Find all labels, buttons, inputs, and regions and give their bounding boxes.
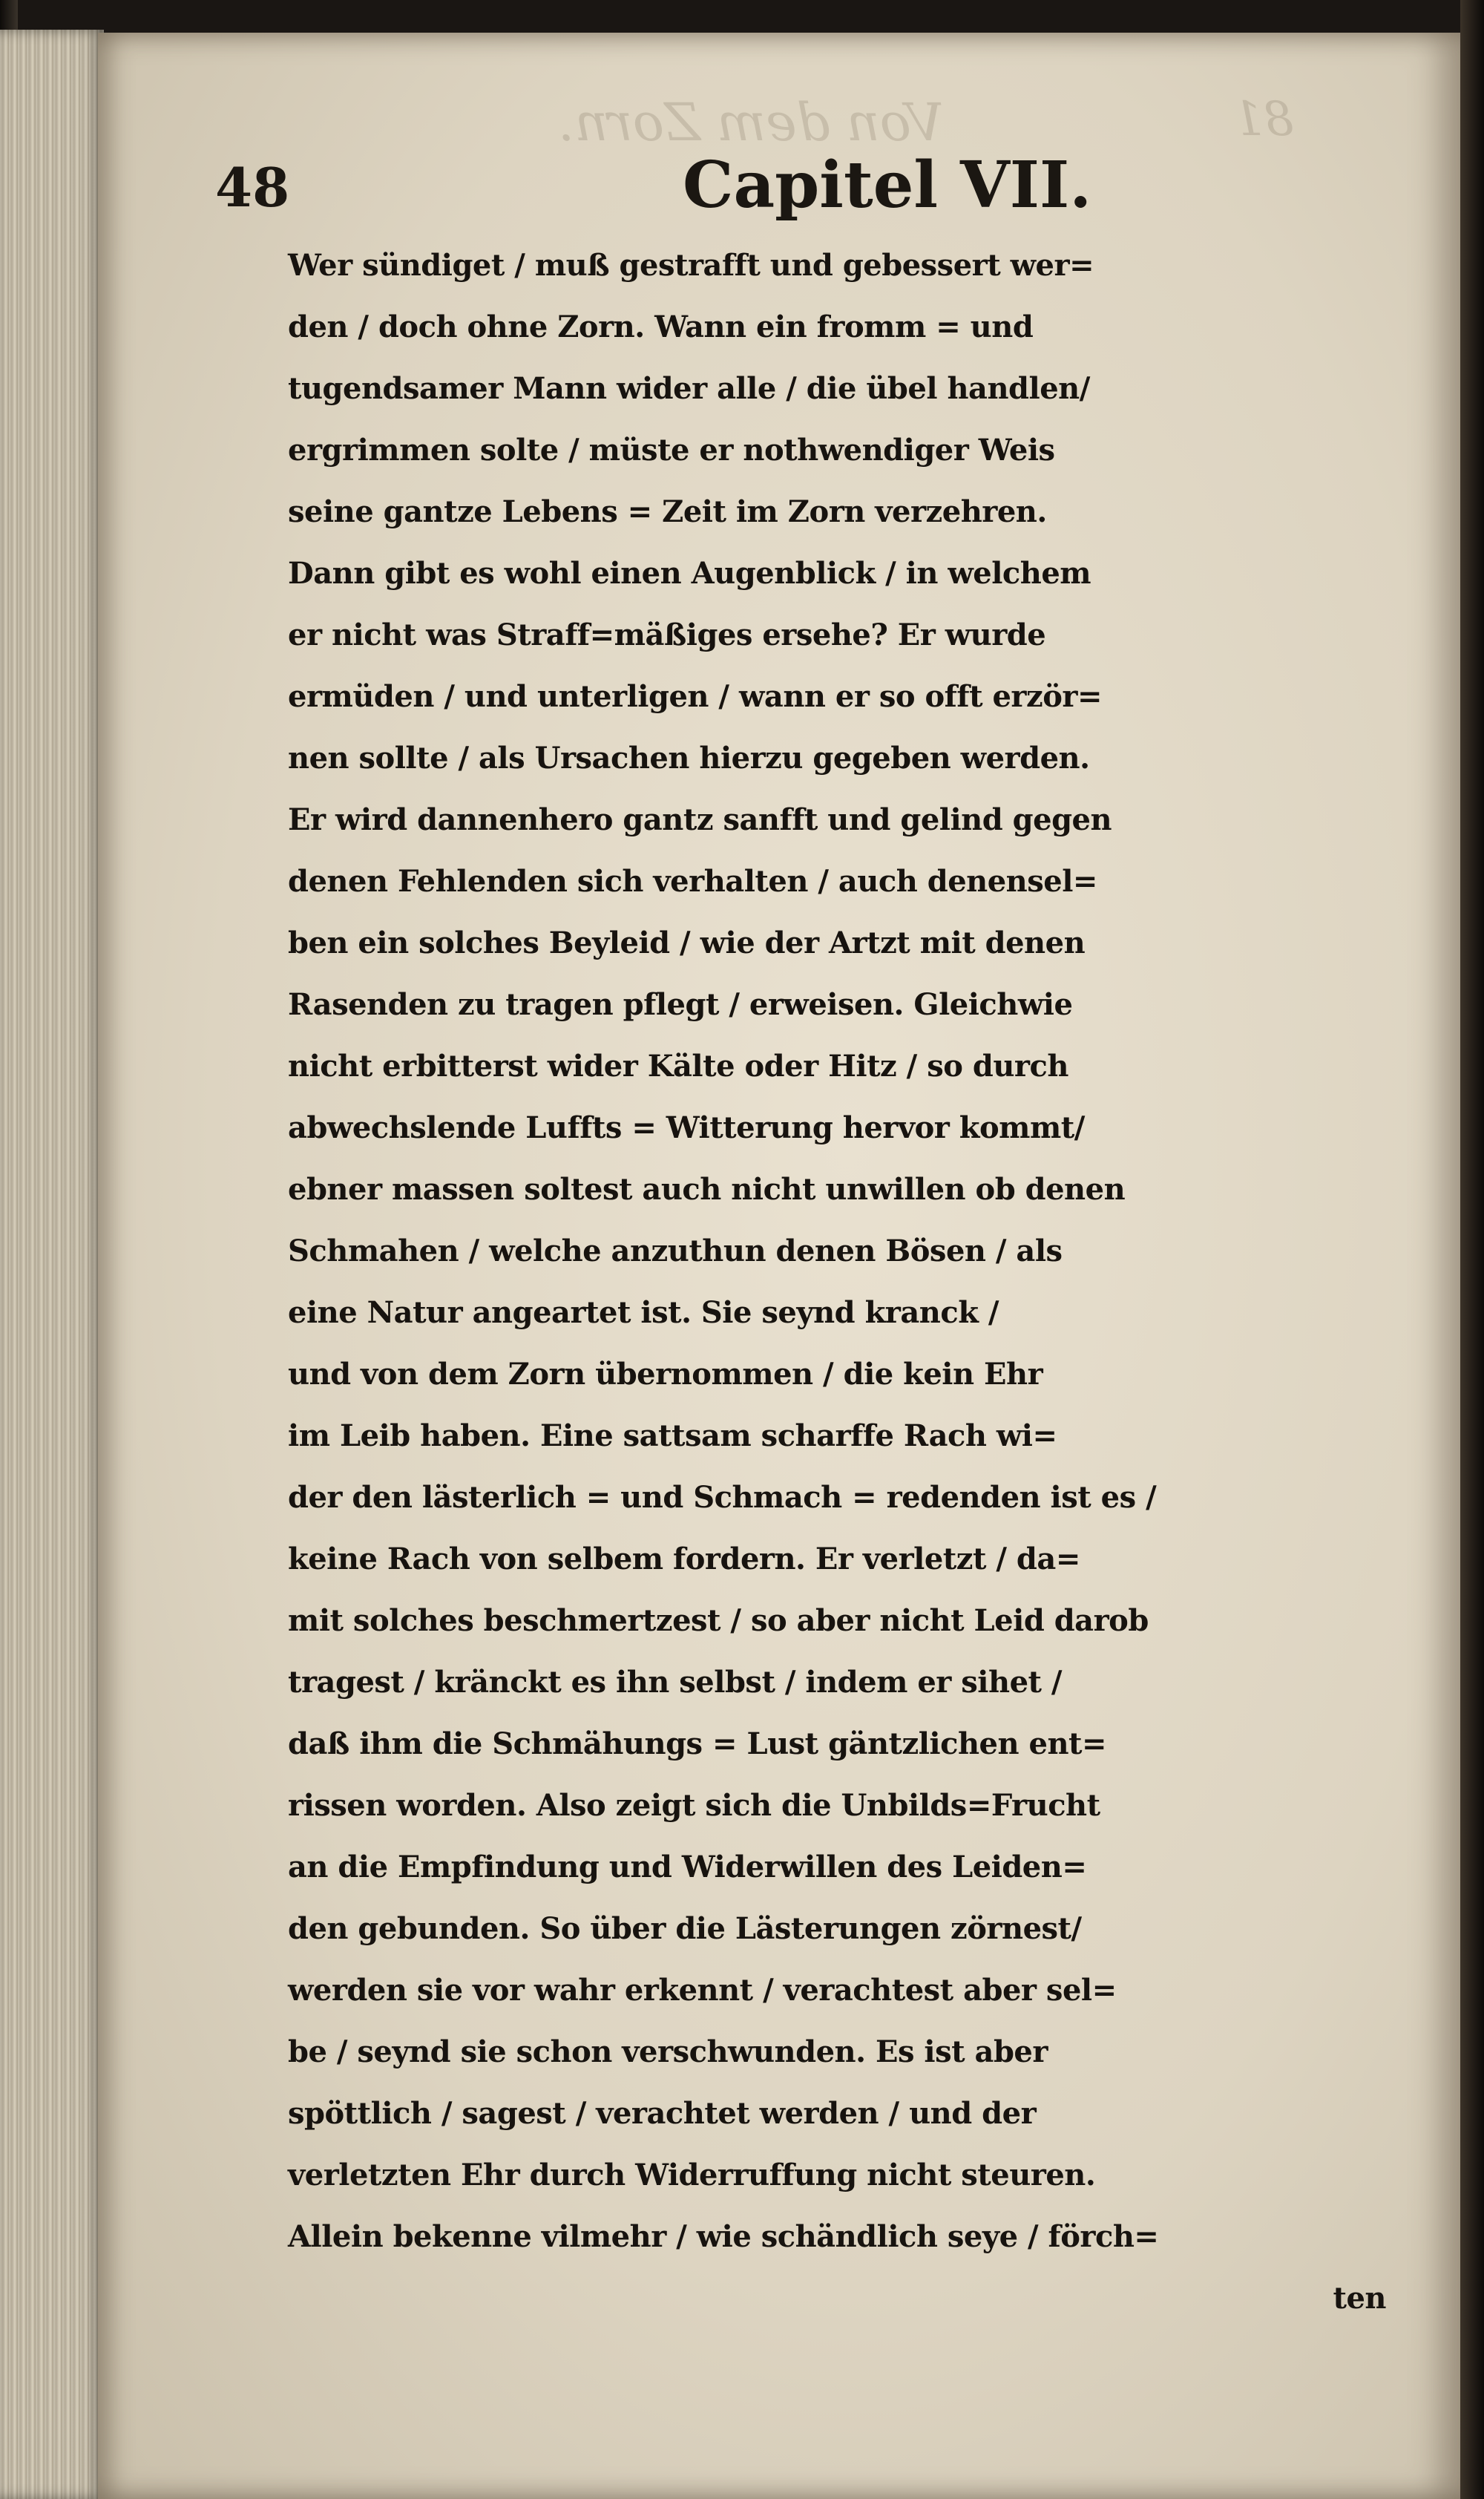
text-line: werden sie vor wahr erkennt / verachtest aber sel= xyxy=(288,1973,1117,2008)
text-line: eine Natur angeartet ist. Sie seynd kranck / xyxy=(288,1295,999,1330)
text-line: und von dem Zorn übernommen / die kein Ehr xyxy=(288,1357,1043,1392)
text-line: der den lästerlich = und Schmach = redenden ist es / xyxy=(288,1480,1157,1515)
text-line: verletzten Ehr durch Widerruffung nicht steuren. xyxy=(288,2158,1096,2192)
catchword: ten xyxy=(1333,2281,1386,2316)
text-line: ergrimmen solte / müste er nothwendiger Weis xyxy=(288,433,1055,468)
text-line: den gebunden. So über die Lästerungen zörnest/ xyxy=(288,1911,1082,1946)
text-line: denen Fehlenden sich verhalten / auch denensel= xyxy=(288,864,1097,899)
text-line: Dann gibt es wohl einen Augenblick / in welchem xyxy=(288,556,1091,591)
text-line: an die Empfindung und Widerwillen des Leiden= xyxy=(288,1850,1087,1884)
chapter-heading: Capitel VII. xyxy=(683,148,1092,223)
text-line: Er wird dannenhero gantz sanfft und gelind gegen xyxy=(288,802,1112,837)
right-binding-shadow xyxy=(1460,0,1484,2499)
text-line: spöttlich / sagest / verachtet werden / und der xyxy=(288,2096,1037,2131)
page-number: 48 xyxy=(215,156,290,219)
text-line: Wer sündiget / muß gestrafft und gebessert wer= xyxy=(288,248,1094,283)
text-line: ben ein solches Beyleid / wie der Artzt mit denen xyxy=(288,926,1086,960)
text-line: Allein bekenne vilmehr / wie schändlich seye / förch= xyxy=(288,2219,1159,2254)
text-line: daß ihm die Schmähungs = Lust gäntzlichen ent= xyxy=(288,1726,1107,1761)
text-line: rissen worden. Also zeigt sich die Unbilds=Frucht xyxy=(288,1788,1100,1823)
text-line: ermüden / und unterligen / wann er so offt erzör= xyxy=(288,679,1102,714)
text-line: Rasenden zu tragen pflegt / erweisen. Gleichwie xyxy=(288,987,1073,1022)
text-line: mit solches beschmertzest / so aber nicht Leid darob xyxy=(288,1603,1149,1638)
page-edges xyxy=(0,30,104,2499)
text-line: im Leib haben. Eine sattsam scharffe Rach wi= xyxy=(288,1418,1057,1453)
text-line: er nicht was Straff=mäßiges ersehe? Er wurde xyxy=(288,618,1046,652)
text-line: keine Rach von selbem fordern. Er verletzt / da= xyxy=(288,1542,1080,1576)
page-header xyxy=(215,148,1092,230)
text-line: seine gantze Lebens = Zeit im Zorn verzehren. xyxy=(288,494,1047,529)
text-line: nicht erbitterst wider Kälte oder Hitz / so durch xyxy=(288,1049,1068,1084)
bleed-through-page-number: 81 xyxy=(1233,92,1294,147)
bleed-through-heading: Von dem Zorn. xyxy=(558,92,945,153)
text-line: Schmahen / welche anzuthun denen Bösen / als xyxy=(288,1234,1063,1268)
text-line: abwechslende Luffts = Witterung hervor kommt/ xyxy=(288,1110,1085,1145)
text-line: nen sollte / als Ursachen hierzu gegeben werden. xyxy=(288,741,1090,776)
text-line: tugendsamer Mann wider alle / die übel handlen/ xyxy=(288,371,1090,406)
text-line: den / doch ohne Zorn. Wann ein fromm = und xyxy=(288,309,1034,344)
body-text xyxy=(288,235,1408,2329)
text-line: be / seynd sie schon verschwunden. Es ist aber xyxy=(288,2034,1048,2069)
text-line: ebner massen soltest auch nicht unwillen ob denen xyxy=(288,1172,1126,1207)
text-line: tragest / kränckt es ihn selbst / indem er sihet / xyxy=(288,1665,1063,1700)
